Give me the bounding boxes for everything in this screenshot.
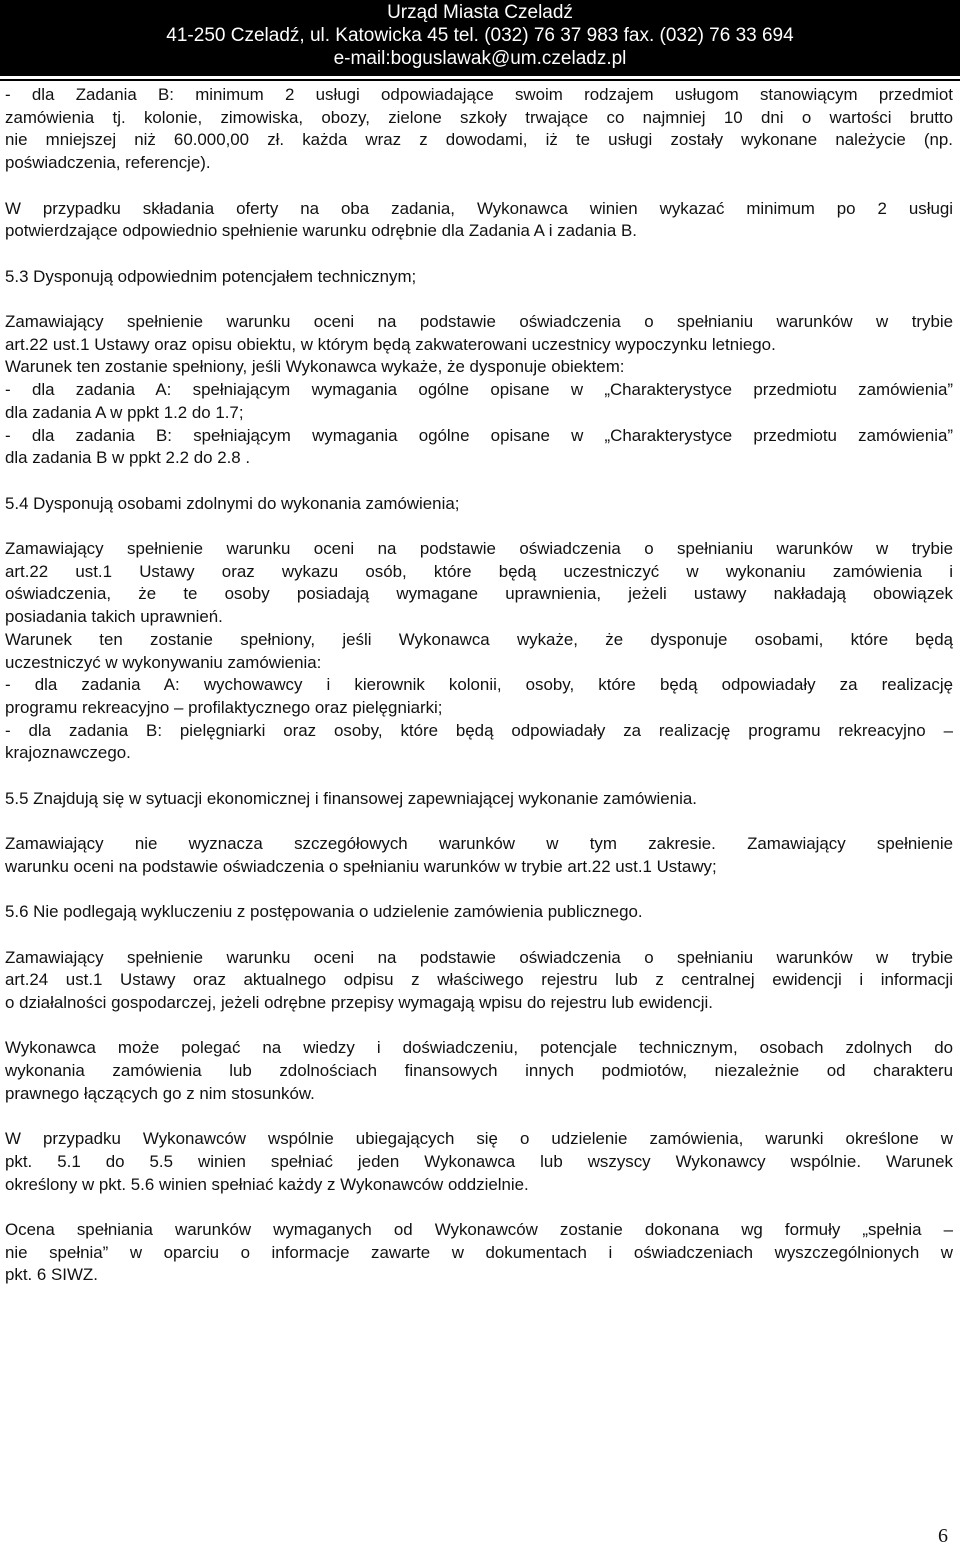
text-line: warunku oceni na podstawie oświadczenia o spełnianiu warunków w trybie art.22 ust.1 Ustawy;	[5, 856, 717, 876]
office-name: Urząd Miasta Czeladź	[387, 2, 573, 23]
paragraph-both-tasks	[5, 198, 953, 243]
section-5-6-text	[5, 947, 953, 1015]
text-line: prawnego łączących go z nim stosunków.	[5, 1083, 315, 1103]
office-address: 41-250 Czeladź, ul. Katowicka 45 tel. (032) 76 37 983 fax. (032) 76 33 694	[166, 25, 794, 46]
text-line: W przypadku Wykonawców wspólnie ubiegających się o udzielenie zamówienia, warunki określone w	[5, 1129, 953, 1149]
text-line: nie mniejszej niż 60.000,00 zł. każda wraz z dowodami, iż te usługi zostały wykonane należycie (np.	[5, 130, 953, 150]
text-line: pkt. 5.1 do 5.5 winien spełniać jeden Wykonawca lub wszyscy Wykonawcy wspólnie. Warunek	[5, 1151, 953, 1171]
text-line: - dla zadania B: spełniającym wymagania ogólne opisane w „Charakterystyce przedmiotu zamówienia”	[5, 425, 953, 445]
text-line: Zamawiający nie wyznacza szczegółowych warunków w tym zakresie. Zamawiający spełnienie	[5, 834, 953, 854]
text-line: - dla zadania A: wychowawcy i kierownik kolonii, osoby, które będą odpowiadały za realizację	[5, 675, 953, 695]
section-5-3-text	[5, 311, 953, 470]
text-line: pkt. 6 SIWZ.	[5, 1265, 98, 1285]
section-5-5-heading: 5.5 Znajdują się w sytuacji ekonomicznej i finansowej zapewniającej wykonanie zamówienia.	[5, 788, 697, 808]
paragraph-joint-contractors	[5, 1128, 953, 1196]
text-line: Zamawiający spełnienie warunku oceni na podstawie oświadczenia o spełnianiu warunków w trybie	[5, 947, 953, 967]
text-line: Zamawiający spełnienie warunku oceni na podstawie oświadczenia o spełnianiu warunków w trybie	[5, 538, 953, 558]
text-line: programu rekreacyjno – profilaktycznego oraz pielęgniarki;	[5, 697, 443, 717]
text-line: o działalności gospodarczej, jeżeli odrębne przepisy wymagają wpisu do rejestru lub ewidencji.	[5, 992, 713, 1012]
text-line: - dla zadania B: pielęgniarki oraz osoby, które będą odpowiadały za realizację programu rekreacyjno –	[5, 720, 953, 740]
header-divider	[0, 79, 960, 81]
text-line: uczestniczyć w wykonywaniu zamówienia:	[5, 652, 322, 672]
paragraph-task-b	[5, 84, 953, 175]
text-line: - dla Zadania B: minimum 2 usługi odpowiadające swoim rodzajem usługom stanowiącym przedmiot	[5, 85, 953, 104]
text-line: dla zadania A w ppkt 1.2 do 1.7;	[5, 402, 244, 422]
text-line: określony w pkt. 5.6 winien spełniać każdy z Wykonawców oddzielnie.	[5, 1174, 529, 1194]
text-line: Warunek ten zostanie spełniony, jeśli Wykonawca wykaże, że dysponuje osobami, które będą	[5, 629, 953, 649]
text-line: W przypadku składania oferty na oba zadania, Wykonawca winien wykazać minimum po 2 usługi	[5, 198, 953, 218]
text-line: oświadczenia, że te osoby posiadają wymagane uprawnienia, jeżeli ustawy nakładają obowiązek	[5, 584, 953, 604]
text-line: Ocena spełniania warunków wymaganych od Wykonawców zostanie dokonana wg formuły „spełnia –	[5, 1219, 953, 1239]
section-5-4-text	[5, 538, 953, 765]
paragraph-evaluation	[5, 1219, 953, 1287]
text-line: Warunek ten zostanie spełniony, jeśli Wykonawca wykaże, że dysponuje obiektem:	[5, 357, 625, 377]
letterhead	[0, 0, 960, 76]
text-line: art.22 ust.1 Ustawy oraz opisu obiektu, w którym będą zakwaterowani uczestnicy wypoczynku letniego.	[5, 334, 776, 354]
section-5-6-heading: 5.6 Nie podlegają wykluczeniu z postępowania o udzielenie zamówienia publicznego.	[5, 902, 643, 922]
text-line: nie spełnia” w oparciu o informacje zawarte w dokumentach i oświadczeniach wyszczególnionych w	[5, 1242, 953, 1262]
text-line: art.22 ust.1 Ustawy oraz wykazu osób, które będą uczestniczyć w wykonaniu zamówienia i	[5, 561, 953, 581]
section-5-3-heading: 5.3 Dysponują odpowiednim potencjałem technicznym;	[5, 266, 417, 286]
section-5-5-text	[5, 833, 953, 878]
text-line: dla zadania B w ppkt 2.2 do 2.8 .	[5, 448, 251, 468]
page-number: 6	[938, 1525, 948, 1547]
text-line: zamówienia tj. kolonie, zimowiska, obozy, zielone szkoły trwające co najmniej 10 dni o wartości brutto	[5, 107, 953, 127]
text-line: wykonania zamówienia lub zdolnościach finansowych innych podmiotów, niezależnie od charakteru	[5, 1061, 953, 1081]
paragraph-third-party-resources	[5, 1037, 953, 1105]
document-body	[5, 84, 953, 1287]
text-line: poświadczenia, referencje).	[5, 153, 211, 173]
text-line: potwierdzające odpowiednio spełnienie warunku odrębnie dla Zadania A i zadania B.	[5, 221, 637, 241]
section-5-4-heading: 5.4 Dysponują osobami zdolnymi do wykonania zamówienia;	[5, 493, 460, 513]
text-line: krajoznawczego.	[5, 743, 131, 763]
text-line: - dla zadania A: spełniającym wymagania ogólne opisane w „Charakterystyce przedmiotu zamówienia”	[5, 380, 953, 400]
text-line: art.24 ust.1 Ustawy oraz aktualnego odpisu z właściwego rejestru lub z centralnej ewidencji i informacji	[5, 970, 953, 990]
office-email: e-mail:boguslawak@um.czeladz.pl	[333, 48, 627, 69]
text-line: Wykonawca może polegać na wiedzy i doświadczeniu, potencjale technicznym, osobach zdolnych do	[5, 1038, 953, 1058]
text-line: Zamawiający spełnienie warunku oceni na podstawie oświadczenia o spełnianiu warunków w trybie	[5, 311, 953, 331]
text-line: posiadania takich uprawnień.	[5, 607, 223, 627]
